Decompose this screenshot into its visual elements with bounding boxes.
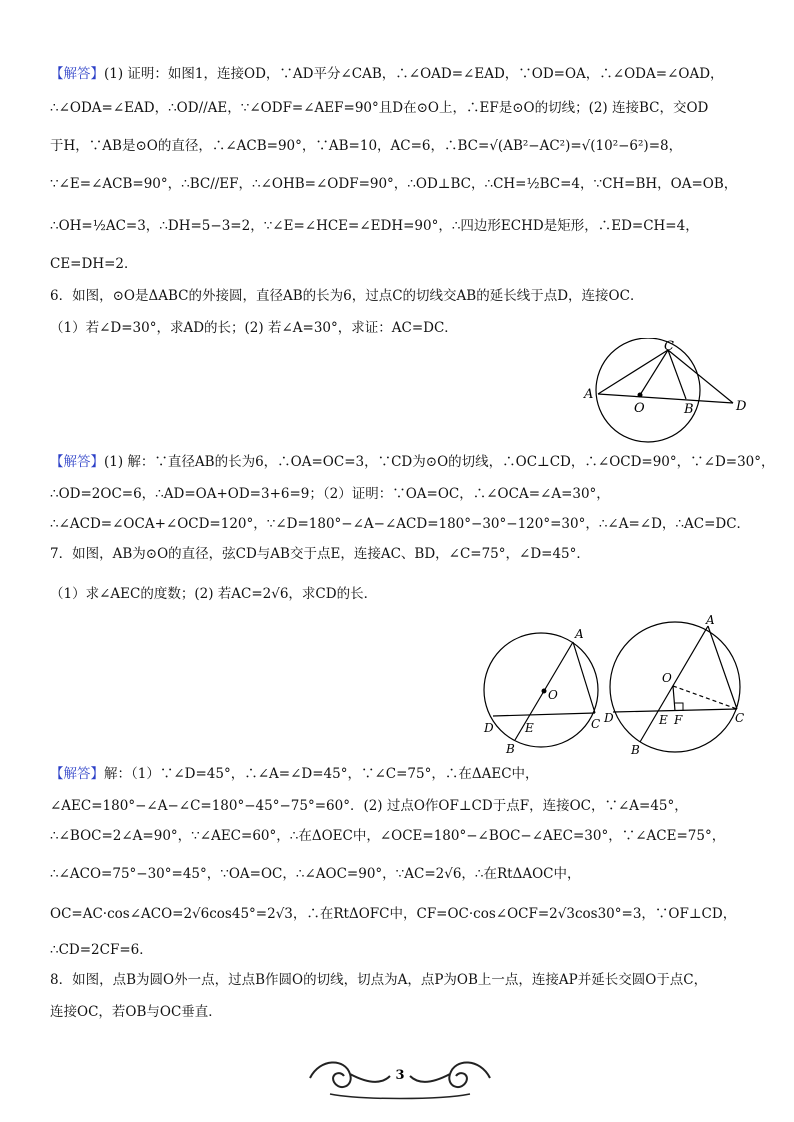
label-D-2: D xyxy=(604,711,614,725)
q7-figure xyxy=(480,612,755,760)
q7-stem: 7．如图，AB为⊙O的直径，弦CD与AB交于点E，连接AC、BD，∠C=75°，∠D=45°． xyxy=(50,546,590,562)
line-DC-1 xyxy=(493,713,595,716)
label-A-1: A xyxy=(575,627,584,641)
q8-line-2: 连接OC，若OB与OC垂直． xyxy=(50,1004,222,1020)
label-F-2: F xyxy=(674,713,683,727)
q6-stem: 6．如图，⊙O是ΔABC的外接圆，直径AB的长为6，过点C的切线交AB的延长线于点D，连接OC． xyxy=(50,288,644,304)
center-O-1 xyxy=(542,689,547,694)
q7-parts: （1）求∠AEC的度数；(2) 若AC=2√6，求CD的长． xyxy=(50,586,378,602)
q6-parts: （1）若∠D=30°，求AD的长；(2) 若∠A=30°，求证：AC=DC． xyxy=(50,320,458,336)
answer-tag: 【解答】 xyxy=(50,766,104,782)
answer6-line-2: ∴OD=2OC=6，∴AD=OA+OD=3+6=9；（2）证明：∵OA=OC，∴∠OCA=∠A=30°， xyxy=(50,486,610,502)
label-E-1: E xyxy=(525,721,534,735)
label-D-1: D xyxy=(484,721,494,735)
answer7-line-5: OC=AC·cos∠ACO=2√6cos45°=2√3，∴在RtΔOFC中，CF=OC·cos∠OCF=2√3cos30°=3，∵OF⊥CD， xyxy=(50,906,737,922)
label-C: C xyxy=(664,339,674,354)
flourish-bottom xyxy=(330,1094,470,1099)
answer-tag: 【解答】 xyxy=(50,66,104,82)
flourish-left xyxy=(310,1062,390,1087)
flourish-right xyxy=(410,1062,490,1087)
label-D: D xyxy=(736,399,747,414)
q6-figure xyxy=(578,338,758,448)
line-AC-2 xyxy=(708,626,737,709)
circle xyxy=(596,338,700,442)
label-A: A xyxy=(584,387,594,402)
answer5-line-6: CE=DH=2． xyxy=(50,256,138,272)
label-B-1: B xyxy=(506,742,515,756)
center-O xyxy=(638,393,643,398)
label-B-2: B xyxy=(631,743,640,757)
label-C-2: C xyxy=(735,711,745,725)
answer5-line-2: ∴∠ODA=∠EAD，∴OD//AE，∵∠ODF=∠AEF=90°且D在⊙O上，∴EF是⊙O的切线；(2) 连接BC，交OD xyxy=(50,100,709,116)
label-A-2: A xyxy=(706,613,715,627)
answer7-line-4: ∴∠ACO=75°−30°=45°，∵OA=OC，∴∠AOC=90°，∵AC=2√6，∴在RtΔAOC中， xyxy=(50,866,581,882)
answer6-line-1: 【解答】(1) 解：∵直径AB的长为6，∴OA=OC=3，∵CD为⊙O的切线，∴OC⊥CD，∴∠OCD=90°，∵∠D=30°， xyxy=(50,454,775,470)
label-C-1: C xyxy=(591,717,601,731)
label-B: B xyxy=(684,402,694,417)
answer5-line-4: ∵∠E=∠ACB=90°，∴BC//EF，∴∠OHB=∠ODF=90°，∴OD⊥BC，∴CH=½BC=4，∵CH=BH，OA=OB， xyxy=(50,176,738,192)
page-number: 3 xyxy=(395,1068,405,1083)
label-E-2: E xyxy=(659,713,668,727)
q8-line-1: 8．如图，点B为圆O外一点，过点B作圆O的切线，切点为A，点P为OB上一点，连接AP并延长交圆O于点C， xyxy=(50,972,708,988)
answer5-line-1: 【解答】(1) 证明：如图1，连接OD，∵AD平分∠CAB，∴∠OAD=∠EAD，∵OD=OA，∴∠ODA=∠OAD， xyxy=(50,66,724,82)
answer6-line-3: ∴∠ACD=∠OCA+∠OCD=120°，∵∠D=180°−∠A−∠ACD=180°−30°−120°=30°，∴∠A=∠D，∴AC=DC． xyxy=(50,516,751,532)
line-OF xyxy=(673,686,675,711)
answer5-line-3: 于H，∵AB是⊙O的直径，∴∠ACB=90°，∵AB=10，AC=6，∴BC=√(AB²−AC²)=√(10²−6²)=8， xyxy=(50,138,683,154)
answer5-line-5: ∴OH=½AC=3，∴DH=5−3=2，∵∠E=∠HCE=∠EDH=90°，∴四边形ECHD是矩形，∴ED=CH=4， xyxy=(50,218,699,234)
circle-1 xyxy=(484,633,601,747)
answer7-line-6: ∴CD=2CF=6． xyxy=(50,942,153,958)
footer-ornament xyxy=(300,1048,500,1104)
line-AD xyxy=(598,394,733,403)
label-O-1: O xyxy=(548,688,558,702)
answer7-line-3: ∴∠BOC=2∠A=90°，∵∠AEC=60°，∴在ΔOEC中，∠OCE=180°−∠BOC−∠AEC=30°，∵∠ACE=75°， xyxy=(50,828,726,844)
answer7-line-2: ∠AEC=180°−∠A−∠C=180°−45°−75°=60°．(2) 过点O作OF⊥CD于点F，连接OC，∵∠A=45°， xyxy=(50,798,688,814)
answer-tag: 【解答】 xyxy=(50,454,104,470)
answer7-line-1: 【解答】解：（1）∵∠D=45°，∴∠A=∠D=45°，∵∠C=75°，∴在ΔAEC中， xyxy=(50,766,539,782)
line-OC xyxy=(640,350,668,395)
label-O: O xyxy=(634,401,645,416)
label-O-2: O xyxy=(662,671,672,685)
